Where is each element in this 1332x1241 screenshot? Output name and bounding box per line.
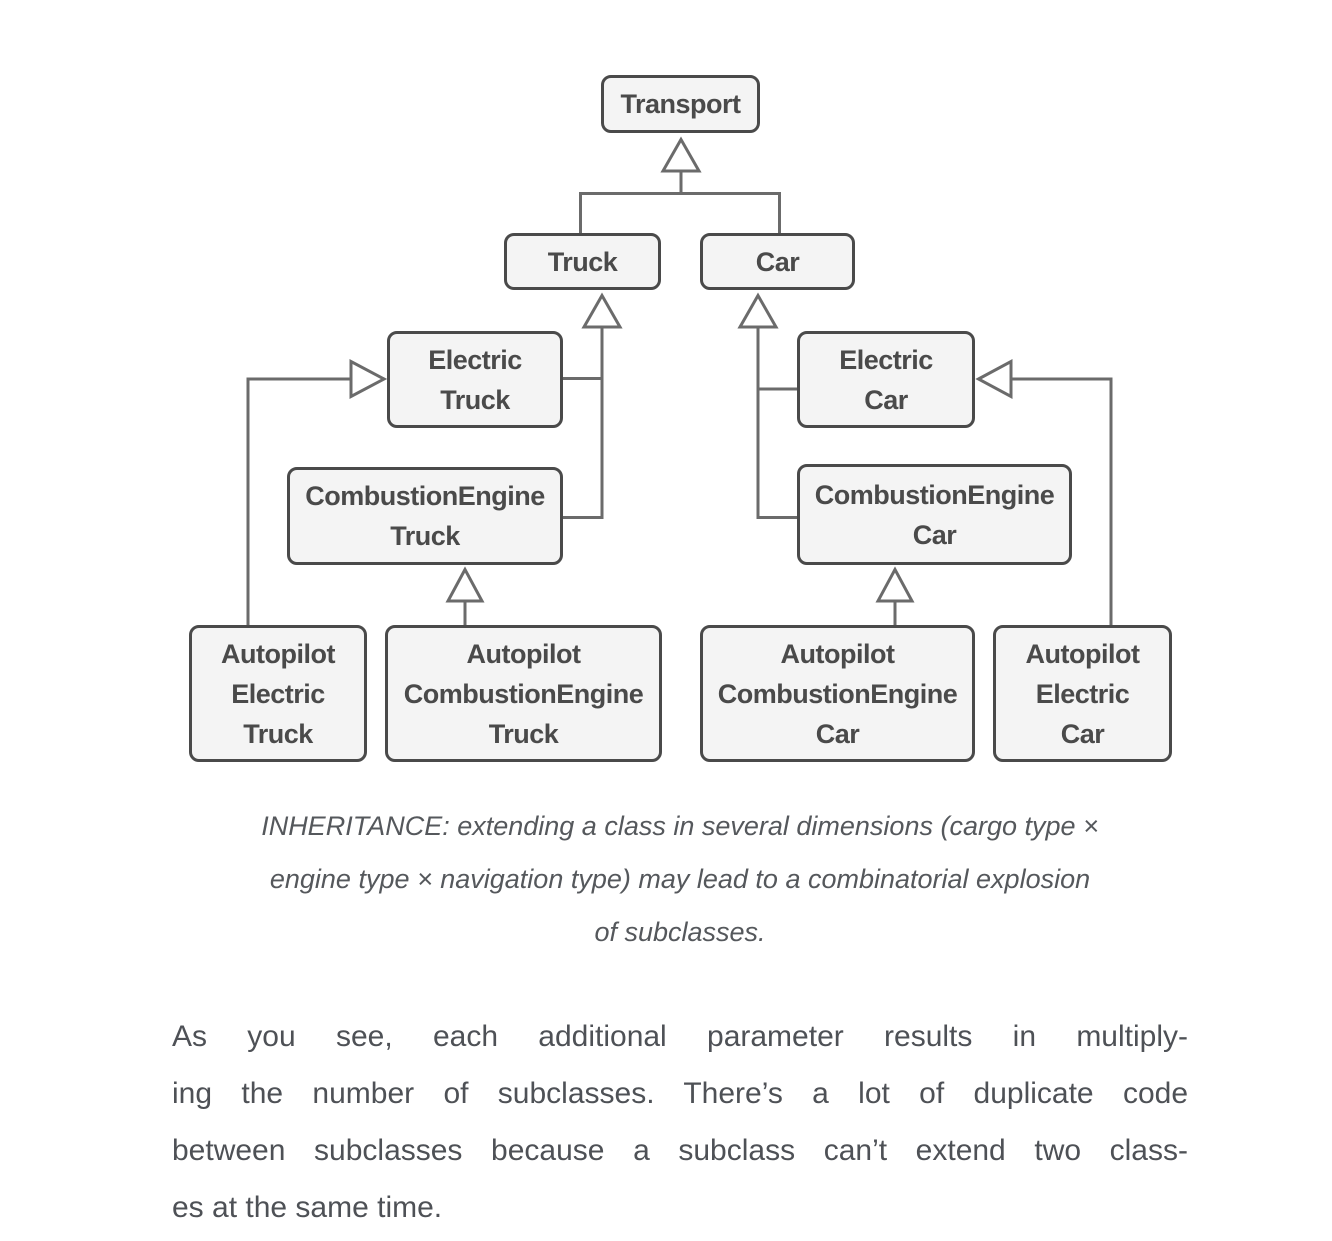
class-label: Car [912, 519, 957, 550]
inheritance-arrow-transport [663, 140, 699, 172]
class-box-electric-truck [387, 331, 563, 428]
class-box-electric-car [797, 331, 975, 428]
class-label: Car [815, 718, 860, 749]
figure-caption-line: engine type × navigation type) may lead to a combinatorial explosion [269, 864, 1091, 894]
class-label: Truck [488, 718, 559, 749]
connector-autopilot-combustion-truck [448, 570, 482, 626]
class-label: Electric [428, 344, 522, 375]
class-label: Electric [1035, 678, 1130, 709]
class-label: CombustionEngine [305, 481, 545, 511]
class-box-autopilot-combustion-engine-truck [385, 625, 662, 762]
connector-autopilot-combustion-car [878, 570, 912, 626]
class-label: Autopilot [780, 638, 895, 669]
body-paragraph [172, 1008, 1188, 1236]
class-label: Autopilot [1025, 638, 1140, 669]
figure-caption-line: INHERITANCE: extending a class in several dimensions (cargo type × [261, 811, 1099, 841]
figure-caption [170, 800, 1190, 959]
class-label: Autopilot [221, 638, 335, 669]
class-label: Truck [243, 718, 313, 749]
inheritance-arrow-electric-car [979, 362, 1012, 397]
inheritance-arrow-combustion-truck [448, 570, 482, 602]
class-label: Autopilot [466, 638, 581, 669]
class-label: CombustionEngine [403, 678, 644, 709]
connector-car-children [740, 296, 797, 518]
class-box-combustion-engine-car [797, 464, 1072, 565]
inheritance-arrow-car [740, 296, 776, 328]
class-label: Truck [440, 384, 510, 415]
inheritance-arrow-truck [584, 296, 620, 328]
class-box-autopilot-electric-truck [189, 625, 367, 762]
class-box-autopilot-combustion-engine-car [700, 625, 975, 762]
body-paragraph-line: ing the number of subclasses. There’s a lot of duplicate code [172, 1077, 1188, 1110]
class-label: CombustionEngine [814, 479, 1055, 510]
class-label: Car [864, 384, 908, 415]
class-label: Transport [620, 89, 741, 119]
class-label: Truck [547, 246, 618, 277]
class-label: Car [1060, 718, 1105, 749]
class-label: Truck [390, 521, 460, 551]
class-box-truck [504, 233, 661, 290]
figure-caption-line: of subclasses. [594, 917, 766, 947]
class-box-autopilot-electric-car [993, 625, 1172, 762]
class-box-car [700, 233, 855, 290]
class-box-transport [601, 75, 760, 133]
body-paragraph-line: between subclasses because a subclass can’t extend two class- [172, 1134, 1188, 1167]
inheritance-arrow-electric-truck [351, 362, 384, 397]
class-label: CombustionEngine [717, 678, 958, 709]
class-label: Electric [231, 678, 325, 709]
body-paragraph-line: As you see, each additional parameter results in multiply- [172, 1020, 1188, 1053]
connector-transport-children [581, 140, 780, 234]
body-paragraph-line: es at the same time. [172, 1191, 443, 1224]
connector-truck-children [563, 296, 620, 518]
class-label: Car [755, 246, 800, 277]
inheritance-arrow-combustion-car [878, 570, 912, 602]
class-box-combustion-engine-truck [287, 467, 563, 565]
class-label: Electric [839, 344, 933, 375]
